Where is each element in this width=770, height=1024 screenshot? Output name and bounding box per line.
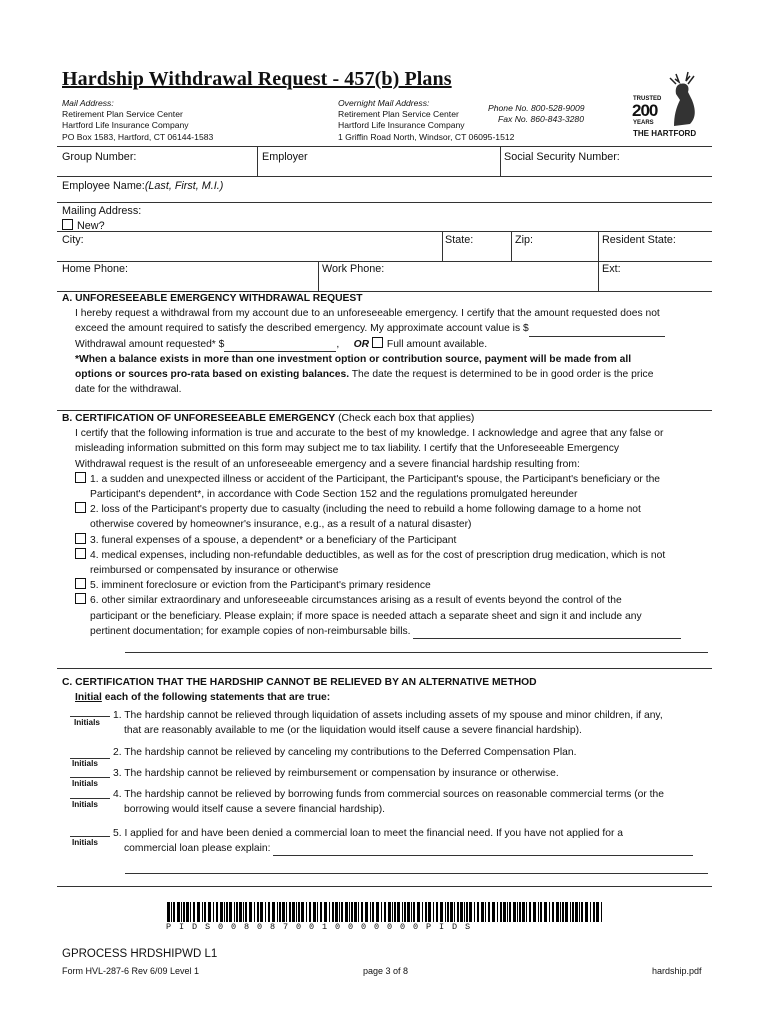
- barcode-bar: [544, 902, 547, 922]
- employee-name-field[interactable]: [62, 180, 223, 192]
- section-b-text: I certify that the following information is true and accurate to the best of my knowledge. I acknowledge and agree that any false or: [75, 428, 664, 440]
- barcode-bar: [254, 902, 255, 922]
- ssn-field[interactable]: Social Security Number:: [504, 151, 620, 163]
- barcode-bar: [265, 902, 266, 922]
- barcode-bar: [183, 902, 185, 922]
- barcode-bar: [585, 902, 588, 922]
- barcode-bar: [601, 902, 602, 922]
- barcode-bar: [296, 902, 297, 922]
- statement-text: 2. The hardship cannot be relieved by canceling my contributions to the Deferred Compensation Plan.: [113, 747, 577, 758]
- option-text: 5. imminent foreclosure or eviction from the Participant's primary residence: [90, 580, 431, 592]
- barcode-bar: [464, 902, 465, 922]
- barcode-bar: [282, 902, 285, 922]
- employee-name-hint: (Last, First, M.I.): [144, 180, 224, 192]
- section-c-item5: [113, 826, 713, 856]
- barcode-bar: [500, 902, 502, 922]
- checkbox-icon[interactable]: [75, 502, 86, 513]
- barcode-bar: [407, 902, 410, 922]
- section-b-text: Withdrawal request is the result of an unforeseeable emergency and a severe financial hardship resulting from:: [75, 458, 580, 470]
- initials-input[interactable]: [70, 716, 110, 717]
- comma-text: ,: [336, 338, 340, 350]
- group-number-field[interactable]: Group Number:: [62, 151, 137, 163]
- section-a-heading: A. UNFORESEEABLE EMERGENCY WITHDRAWAL REQUEST: [62, 293, 363, 304]
- form-number: Form HVL-287-6 Rev 6/09 Level 1: [62, 966, 200, 976]
- loan-explain-input[interactable]: [273, 844, 693, 856]
- barcode-bar: [538, 902, 539, 922]
- barcode-bar: [411, 902, 412, 922]
- barcode-bar: [216, 902, 218, 922]
- barcode-bar: [381, 902, 382, 922]
- barcode-bar: [560, 902, 561, 922]
- work-phone-field[interactable]: Work Phone:: [322, 263, 385, 275]
- checkbox-icon: [62, 219, 73, 230]
- resident-state-field[interactable]: Resident State:: [602, 234, 676, 246]
- barcode-bar: [513, 902, 516, 922]
- mail-address-line: PO Box 1583, Hartford, CT 06144-1583: [62, 131, 214, 142]
- barcode-bar: [292, 902, 295, 922]
- option-text: reimbursed or compensated by insurance or otherwise: [90, 565, 339, 577]
- section-a-text: I hereby request a withdrawal from my account due to an unforeseeable emergency. I certify that the amount requested does not: [75, 308, 660, 320]
- section-b: [62, 411, 712, 639]
- barcode-bar: [279, 902, 281, 922]
- emergency-option[interactable]: [75, 578, 712, 593]
- section-b-heading: B. CERTIFICATION OF UNFORESEEABLE EMERGENCY: [62, 413, 336, 424]
- section-b-heading-note: (Check each box that applies): [335, 413, 475, 424]
- barcode-bar: [249, 902, 252, 922]
- process-code: GPROCESS HRDSHIPWD L1: [62, 948, 218, 960]
- account-value-input[interactable]: [529, 325, 665, 337]
- barcode-bar: [324, 902, 327, 922]
- barcode-bar: [220, 902, 223, 922]
- barcode-bar: [447, 902, 449, 922]
- overnight-address-line: Hartford Life Insurance Company: [338, 120, 465, 131]
- barcode-bar: [167, 902, 170, 922]
- emergency-option[interactable]: [75, 533, 712, 548]
- statement-text: 3. The hardship cannot be relieved by reimbursement or compensation by insurance or otherwise.: [113, 768, 559, 779]
- option-text: 1. a sudden and unexpected illness or accident of the Participant, the Participant's spouse, the Participant's beneficiary or the: [90, 473, 661, 485]
- mail-address-block: [62, 98, 213, 143]
- option-text: Participant's dependent*, in accordance with Code Section 152 and the regulations promulgated hereunder: [90, 489, 578, 501]
- option-text: 3. funeral expenses of a spouse, a dependent* or a beneficiary of the Participant: [90, 534, 457, 546]
- option-text: pertinent documentation; for example copies of non-reimbursable bills.: [90, 625, 411, 637]
- barcode-bar: [488, 902, 490, 922]
- barcode-bar: [213, 902, 214, 922]
- barcode-bar: [565, 902, 568, 922]
- withdrawal-amount-label: Withdrawal amount requested* $: [75, 338, 225, 350]
- barcode-bar: [562, 902, 564, 922]
- option-text: participant or the beneficiary. Please explain; if more space is needed attach a separate sheet and sign it and include any: [90, 610, 642, 622]
- barcode-bar: [370, 902, 371, 922]
- employee-name-label: Employee Name:: [62, 180, 145, 192]
- barcode-bar: [397, 902, 400, 922]
- barcode-bar: [440, 902, 443, 922]
- barcode-bar: [173, 902, 175, 922]
- employer-field[interactable]: Employer: [262, 151, 308, 163]
- section-c-items: [113, 708, 713, 738]
- emergency-option[interactable]: [75, 548, 712, 563]
- section-c-heading: C. CERTIFICATION THAT THE HARDSHIP CANNOT BE RELIEVED BY AN ALTERNATIVE METHOD: [62, 677, 537, 688]
- section-a-note: *When a balance exists in more than one investment option or contribution source, payment will be made from all: [75, 353, 632, 365]
- barcode-bar: [474, 902, 475, 922]
- initials-label: Initials: [72, 779, 98, 788]
- loan-explain-line[interactable]: [125, 873, 708, 874]
- initials-input[interactable]: [70, 777, 110, 778]
- barcode-bar: [469, 902, 472, 922]
- new-address-label: New?: [77, 220, 105, 232]
- barcode-bar: [460, 902, 463, 922]
- barcode-bar: [272, 902, 275, 922]
- overnight-address-line: 1 Griffin Road North, Windsor, CT 06095-1512: [338, 131, 515, 142]
- barcode-bar: [457, 902, 459, 922]
- barcode-bar: [365, 902, 368, 922]
- withdrawal-amount-input[interactable]: [224, 340, 336, 352]
- barcode-bar: [450, 902, 453, 922]
- barcode-bar: [481, 902, 484, 922]
- barcode-bar: [171, 902, 172, 922]
- barcode-bar: [593, 902, 595, 922]
- barcode-bar: [260, 902, 263, 922]
- statement-text: 1. The hardship cannot be relieved through liquidation of assets including assets of my spouse and minor children, if any,: [113, 710, 663, 721]
- barcode-bar: [526, 902, 527, 922]
- checkbox-icon[interactable]: [75, 548, 86, 559]
- barcode-bar: [492, 902, 495, 922]
- barcode-bar: [277, 902, 278, 922]
- barcode-bar: [394, 902, 396, 922]
- barcode-bar: [522, 902, 525, 922]
- barcode-bar: [433, 902, 434, 922]
- emergency-option[interactable]: [75, 502, 712, 517]
- barcode-bar: [309, 902, 311, 922]
- barcode-bar: [208, 902, 211, 922]
- barcode-bar: [190, 902, 191, 922]
- file-name: hardship.pdf: [652, 966, 702, 976]
- barcode-bar: [224, 902, 225, 922]
- barcode-bar: [317, 902, 318, 922]
- initials-label: Initials: [74, 718, 100, 727]
- barcode-bar: [540, 902, 542, 922]
- section-a: [62, 291, 712, 397]
- page-number: page 3 of 8: [363, 966, 409, 976]
- barcode-bar: [186, 902, 189, 922]
- explain-input[interactable]: [413, 627, 681, 639]
- barcode-bar: [320, 902, 322, 922]
- barcode-bar: [354, 902, 357, 922]
- logo-brand: THE HARTFORD: [633, 129, 697, 138]
- mail-address-label: Mail Address:: [62, 98, 114, 108]
- barcode-bar: [581, 902, 583, 922]
- barcode-bar: [552, 902, 554, 922]
- emergency-option[interactable]: [75, 593, 712, 608]
- barcode-bar: [519, 902, 521, 922]
- statement-text: that are reasonably available to me (or the liquidation would itself cause a severe financial hardship).: [124, 725, 582, 737]
- barcode-bar: [197, 902, 200, 922]
- initial-word: Initial: [75, 692, 102, 704]
- state-field[interactable]: State:: [445, 234, 474, 246]
- barcode-bar: [268, 902, 270, 922]
- barcode-bar: [306, 902, 307, 922]
- barcode-bar: [177, 902, 180, 922]
- barcode-bar: [298, 902, 300, 922]
- barcode-bar: [549, 902, 550, 922]
- barcode-bar: [181, 902, 182, 922]
- barcode-bar: [579, 902, 580, 922]
- initials-label: Initials: [72, 838, 98, 847]
- overnight-address-label: Overnight Mail Address:: [338, 98, 430, 108]
- barcode-bar: [376, 902, 379, 922]
- option-text: 2. loss of the Participant's property due to casualty (including the need to rebuild a home following damage to a home not: [90, 504, 641, 516]
- barcode-bar: [202, 902, 203, 922]
- barcode-bar: [204, 902, 206, 922]
- mail-address-line: Retirement Plan Service Center: [62, 109, 183, 120]
- barcode-bar: [332, 902, 334, 922]
- overnight-address-line: Retirement Plan Service Center: [338, 109, 459, 120]
- statement-text: commercial loan please explain:: [124, 843, 271, 855]
- barcode-bar: [477, 902, 479, 922]
- option-text: 6. other similar extraordinary and unforeseeable circumstances arising as a result of events beyond the control of the: [90, 595, 622, 607]
- statement-text: 5. I applied for and have been denied a commercial loan to meet the financial need. If you have not applied for a: [113, 828, 624, 839]
- barcode-bar: [351, 902, 353, 922]
- barcode-bar: [349, 902, 350, 922]
- zip-field[interactable]: Zip:: [515, 234, 533, 246]
- barcode-bar: [313, 902, 316, 922]
- barcode-bar: [392, 902, 393, 922]
- barcode-bar: [425, 902, 427, 922]
- full-amount-checkbox[interactable]: [372, 337, 383, 348]
- section-b-text: misleading information submitted on this form may subject me to tax liability. I certify that the Unforeseeable Emergency: [75, 443, 620, 455]
- logo-number: 200: [632, 101, 658, 120]
- barcode-bar: [239, 902, 242, 922]
- barcode-bar: [339, 902, 340, 922]
- barcode-bar: [556, 902, 559, 922]
- barcode-bar: [572, 902, 574, 922]
- checkbox-icon[interactable]: [75, 593, 86, 604]
- barcode-bar: [289, 902, 291, 922]
- explain-input-line[interactable]: [125, 652, 708, 653]
- logo-trusted: TRUSTED: [633, 96, 662, 102]
- option-text: 4. medical expenses, including non-refundable deductibles, as well as for the cost of prescription drug medication, which is not: [90, 549, 666, 561]
- statement-text: 4. The hardship cannot be relieved by borrowing funds from commercial sources on reasonable commercial terms (or the: [113, 789, 664, 800]
- barcode-bar: [428, 902, 431, 922]
- barcode-bar: [445, 902, 446, 922]
- initials-label: Initials: [72, 800, 98, 809]
- barcode-bar: [358, 902, 359, 922]
- barcode-bar: [509, 902, 511, 922]
- barcode-bar: [413, 902, 415, 922]
- barcode-bar: [575, 902, 578, 922]
- section-c-item4: [113, 787, 713, 817]
- checkbox-icon[interactable]: [75, 472, 86, 483]
- or-label: OR: [353, 338, 370, 350]
- section-a-note: The date the request is determined to be in good order is the price: [349, 369, 654, 381]
- barcode-bar: [497, 902, 498, 922]
- barcode-bar: [193, 902, 195, 922]
- barcode-bar: [341, 902, 343, 922]
- statement-text: borrowing would itself cause a severe financial hardship).: [124, 804, 385, 816]
- barcode-bar: [517, 902, 518, 922]
- city-field[interactable]: City:: [62, 234, 84, 246]
- fax-number: Fax No. 860-843-3280: [498, 114, 584, 124]
- barcode-bar: [229, 902, 232, 922]
- initials-input[interactable]: [70, 836, 110, 837]
- hartford-logo: [630, 70, 710, 142]
- barcode-bar: [243, 902, 244, 922]
- initials-label: Initials: [72, 759, 98, 768]
- barcode-bar: [372, 902, 374, 922]
- section-a-note: date for the withdrawal.: [75, 384, 182, 396]
- barcode-bar: [384, 902, 386, 922]
- section-c-sub: each of the following statements that are true:: [101, 692, 331, 704]
- barcode-bar: [590, 902, 591, 922]
- barcode-bar: [596, 902, 599, 922]
- full-amount-label: Full amount available.: [386, 338, 488, 350]
- barcode-bar: [388, 902, 391, 922]
- phone-number: Phone No. 800-528-9009: [488, 103, 585, 113]
- barcode-bar: [485, 902, 486, 922]
- barcode-text: PIDS0080870010000000PIDS: [166, 922, 479, 932]
- barcode-bar: [422, 902, 423, 922]
- barcode-bar: [454, 902, 455, 922]
- checkbox-icon[interactable]: [75, 578, 86, 589]
- mailing-address-field[interactable]: Mailing Address:: [62, 205, 142, 217]
- barcode-bar: [402, 902, 403, 922]
- home-phone-field[interactable]: Home Phone:: [62, 263, 129, 275]
- barcode-bar: [529, 902, 531, 922]
- barcode-bar: [226, 902, 228, 922]
- logo-years: YEARS: [633, 120, 654, 126]
- section-a-note: options or sources pro-rata based on existing balances.: [75, 369, 350, 381]
- initials-input[interactable]: [70, 798, 110, 799]
- barcode-bar: [533, 902, 536, 922]
- barcode-bar: [286, 902, 287, 922]
- barcode-bar: [329, 902, 330, 922]
- section-a-text: exceed the amount required to satisfy the described emergency. My approximate account value is $: [75, 323, 529, 335]
- barcode-bar: [236, 902, 238, 922]
- emergency-option[interactable]: [75, 472, 712, 487]
- page-title: Hardship Withdrawal Request - 457(b) Plans: [62, 68, 452, 90]
- ext-field[interactable]: Ext:: [602, 263, 621, 275]
- barcode-bar: [335, 902, 338, 922]
- barcode-bar: [466, 902, 468, 922]
- barcode-bar: [234, 902, 235, 922]
- barcode-bar: [417, 902, 420, 922]
- barcode-bar: [361, 902, 363, 922]
- barcode-bar: [507, 902, 508, 922]
- barcode-bar: [345, 902, 348, 922]
- barcode-bar: [257, 902, 259, 922]
- mail-address-line: Hartford Life Insurance Company: [62, 120, 189, 131]
- barcode-bar: [404, 902, 406, 922]
- barcode-bar: [436, 902, 438, 922]
- barcode-bar: [245, 902, 247, 922]
- barcode-bar: [503, 902, 506, 922]
- barcode-bar: [301, 902, 304, 922]
- section-c: [62, 675, 712, 705]
- barcode-bar: [570, 902, 571, 922]
- option-text: otherwise covered by homeowner's insurance, e.g., as a result of a natural disaster): [90, 519, 472, 531]
- checkbox-icon[interactable]: [75, 533, 86, 544]
